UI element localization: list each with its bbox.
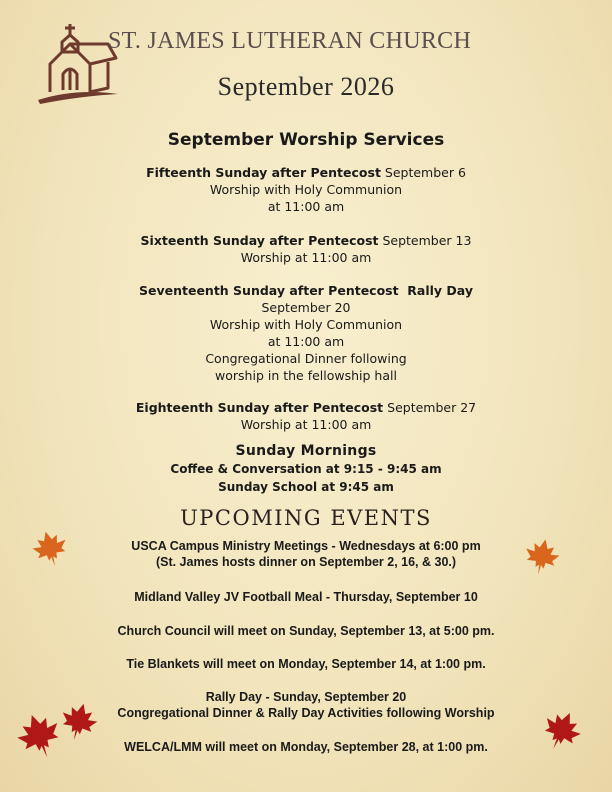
event-line: Tie Blankets will meet on Monday, September 14, at 1:00 pm. [126,657,486,671]
event-line: (St. James hosts dinner on September 2, 16, & 30.) [155,555,457,569]
service-line: Worship with Holy Communion [209,317,403,332]
maple-leaf-icon [522,536,562,576]
event-item [0,656,612,672]
service-line: September 20 [261,300,351,315]
service-name: Eighteenth Sunday after Pentecost [135,400,384,415]
service-line: worship in the fellowship hall [215,368,397,383]
event-item [0,589,612,605]
sunday-mornings-line: Sunday School at 9:45 am [218,480,394,494]
event-line: USCA Campus Ministry Meetings - Wednesdays at 6:00 pm [131,539,481,553]
maple-leaf-icon [30,528,70,568]
month-title: September 2026 [217,72,395,101]
service-eighteenth [0,399,612,433]
service-line: at 11:00 am [267,334,345,349]
service-fifteenth [0,164,612,215]
service-date: September 6 [380,165,466,180]
service-name: Sixteenth Sunday after Pentecost [140,233,379,248]
service-name: Fifteenth Sunday after Pentecost [146,165,381,180]
service-date: September 13 [378,233,472,248]
church-name: ST. JAMES LUTHERAN CHURCH [108,28,472,54]
event-line: Church Council will meet on Sunday, September 13, at 5:00 pm. [117,624,495,638]
service-line: Worship with Holy Communion [209,182,403,197]
sunday-mornings-line: Coffee & Conversation at 9:15 - 9:45 am [170,462,442,476]
upcoming-events-title: UPCOMING EVENTS [180,506,432,530]
service-date: September 27 [383,400,477,415]
event-line: Midland Valley JV Football Meal - Thursday, September 10 [134,590,478,604]
service-line: Congregational Dinner following [205,351,407,366]
service-sixteenth [0,232,612,266]
event-line: WELCA/LMM will meet on Monday, September 28, at 1:00 pm. [124,740,488,754]
maple-leaf-icon [14,710,64,760]
event-line: Rally Day - Sunday, September 20 [205,690,407,704]
event-item [0,623,612,639]
sunday-mornings-title: Sunday Mornings [235,443,377,459]
maple-leaf-icon [58,700,100,742]
event-line: Congregational Dinner & Rally Day Activities following Worship [117,706,495,720]
event-item [0,538,612,570]
worship-section-title: September Worship Services [167,130,445,150]
maple-leaf-icon [540,708,584,752]
service-seventeenth [0,282,612,384]
service-line: Worship at 11:00 am [240,250,372,265]
service-line: at 11:00 am [267,199,345,214]
service-line: Worship at 11:00 am [240,417,372,432]
service-name: Seventeenth Sunday after Pentecost Rally Day [138,283,473,298]
